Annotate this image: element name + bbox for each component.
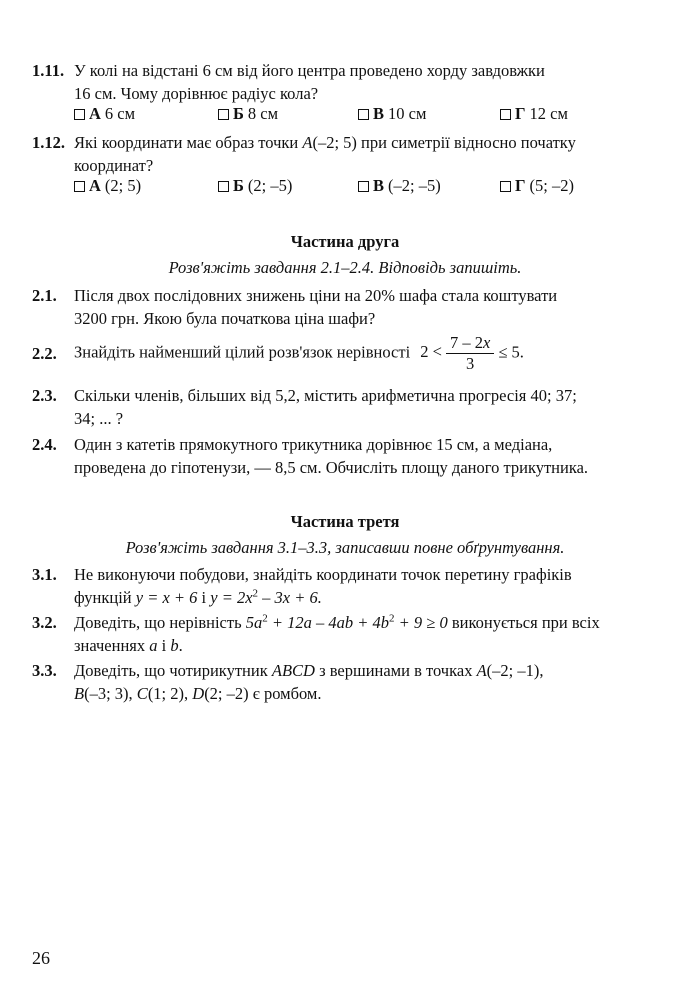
problem-number: 3.1. xyxy=(32,565,57,584)
problem-number: 3.2. xyxy=(32,613,57,632)
section-heading-part-2: Частина друга xyxy=(290,232,400,251)
numerator-text: 7 – 2 xyxy=(449,333,483,352)
problem-text-line: 3200 грн. Якою була початкова ціна шафи? xyxy=(74,309,376,328)
problem-text xyxy=(74,433,648,479)
answer-options-1-12 xyxy=(74,174,634,197)
coordinates: (–2; –1), xyxy=(486,661,544,680)
exponent: 2 xyxy=(389,612,395,625)
point-label: A xyxy=(302,133,313,152)
option-a[interactable] xyxy=(74,102,135,125)
option-label: В xyxy=(373,176,385,195)
option-label: Б xyxy=(233,104,244,123)
problem-text-line: 16 см. Чому дорівнює радіус кола? xyxy=(74,84,319,103)
fraction xyxy=(446,333,494,374)
problem-text-line: 34; ... ? xyxy=(74,409,124,428)
option-label: Б xyxy=(233,176,244,195)
text: Доведіть, що чотирикутник xyxy=(74,661,272,680)
text: функцій xyxy=(74,588,136,607)
text: Які координати має образ точки xyxy=(74,133,303,152)
problem-text-line: У колі на відстані 6 см від його центра проведено хорду завдовжки xyxy=(74,61,545,80)
text: і xyxy=(197,588,211,607)
problem-2-2 xyxy=(32,333,648,374)
option-b[interactable] xyxy=(218,102,278,125)
checkbox-icon[interactable] xyxy=(500,109,511,120)
problem-text xyxy=(74,59,648,105)
option-value: (2; –5) xyxy=(247,176,293,195)
page-number: 26 xyxy=(32,948,50,968)
checkbox-icon[interactable] xyxy=(218,109,229,120)
problem-text-line: Після двох послідовних знижень ціни на 20% шафа стала коштувати xyxy=(74,286,558,305)
section-heading-part-3: Частина третя xyxy=(290,512,400,531)
checkbox-icon[interactable] xyxy=(74,109,85,120)
text: є ромбом. xyxy=(248,684,322,703)
expression: 5a xyxy=(245,613,263,632)
problem-number: 2.3. xyxy=(32,386,57,405)
problem-text-line: Не виконуючи побудови, знайдіть координати точок перетину графіків xyxy=(74,565,572,584)
inequality-left: 2 < xyxy=(420,342,442,362)
problem-number: 1.11. xyxy=(32,61,65,80)
option-value: (2; 5) xyxy=(104,176,142,195)
option-value: 8 см xyxy=(247,104,279,123)
option-d[interactable] xyxy=(500,174,574,197)
option-label: В xyxy=(373,104,385,123)
problem-number: 2.1. xyxy=(32,286,57,305)
problem-3-3 xyxy=(32,659,648,705)
option-value: 12 см xyxy=(529,104,568,123)
problem-text xyxy=(74,284,648,330)
exponent: 2 xyxy=(262,612,268,625)
option-c[interactable] xyxy=(358,102,426,125)
point-label: A xyxy=(476,661,487,680)
expression: + 12a – 4ab + 4b xyxy=(267,613,390,632)
problem-number: 2.2. xyxy=(32,344,57,363)
problem-text-line xyxy=(74,586,648,609)
exponent: 2 xyxy=(252,587,259,600)
variable: a xyxy=(149,636,158,655)
text: Доведіть, що нерівність xyxy=(74,613,246,632)
coordinates: (1; 2), xyxy=(147,684,193,703)
text: Знайдіть найменший цілий розв'язок нерівності xyxy=(74,342,411,362)
inequality-right: ≤ 5. xyxy=(498,342,524,362)
point-label: D xyxy=(192,684,205,703)
fraction-denominator: 3 xyxy=(466,354,475,373)
problem-text xyxy=(74,659,648,705)
problem-text-line: Один з катетів прямокутного трикутника дорівнює 15 см, а медіана, xyxy=(74,435,553,454)
coordinates: (2; –2) xyxy=(204,684,249,703)
option-value: 10 см xyxy=(388,104,427,123)
option-a[interactable] xyxy=(74,174,141,197)
option-label: А xyxy=(89,104,101,123)
problem-2-3 xyxy=(32,384,648,430)
equation: – 3x + 6. xyxy=(258,588,322,607)
text: . xyxy=(178,636,183,655)
problem-number: 1.12. xyxy=(32,133,65,152)
answer-options-1-11 xyxy=(74,102,634,125)
problem-number: 3.3. xyxy=(32,661,57,680)
point-label: B xyxy=(74,684,85,703)
problem-1-12 xyxy=(32,131,648,177)
option-label: Г xyxy=(515,176,526,195)
option-c[interactable] xyxy=(358,174,441,197)
problem-2-1 xyxy=(32,284,648,330)
option-d[interactable] xyxy=(500,102,568,125)
problem-text-line: проведена до гіпотенузи, — 8,5 см. Обчисліть площу даного трикутника. xyxy=(74,458,589,477)
expression: + 9 ≥ 0 xyxy=(394,613,448,632)
checkbox-icon[interactable] xyxy=(218,181,229,192)
coordinates: (–3; 3), xyxy=(84,684,137,703)
equation: y = 2x xyxy=(210,588,253,607)
problem-text-line xyxy=(74,611,648,634)
problem-text-line xyxy=(74,634,648,657)
checkbox-icon[interactable] xyxy=(358,181,369,192)
problem-number: 2.4. xyxy=(32,435,57,454)
problem-text xyxy=(74,611,648,657)
fraction-numerator xyxy=(446,333,494,354)
problem-text-line xyxy=(74,659,648,682)
text: виконується при всіх xyxy=(447,613,600,632)
checkbox-icon[interactable] xyxy=(500,181,511,192)
text: (–2; 5) при симетрії відносно початку xyxy=(312,133,576,152)
option-label: А xyxy=(89,176,101,195)
problem-text xyxy=(74,563,648,609)
problem-text xyxy=(74,333,648,374)
point-label: C xyxy=(136,684,148,703)
problem-text-line xyxy=(74,682,648,705)
checkbox-icon[interactable] xyxy=(358,109,369,120)
problem-3-2 xyxy=(32,611,648,657)
problem-1-11 xyxy=(32,59,648,105)
checkbox-icon[interactable] xyxy=(74,181,85,192)
problem-text-line xyxy=(74,131,648,154)
option-value: (5; –2) xyxy=(529,176,574,195)
section-instruction-part-3: Розв'яжіть завдання 3.1–3.3, записавши повне обґрунтування. xyxy=(125,538,565,557)
problem-2-4 xyxy=(32,433,648,479)
option-b[interactable] xyxy=(218,174,292,197)
text: з вершинами в точках xyxy=(314,661,477,680)
option-value: 6 см xyxy=(104,104,136,123)
option-label: Г xyxy=(515,104,526,123)
section-instruction-part-2: Розв'яжіть завдання 2.1–2.4. Відповідь запишіть. xyxy=(168,258,522,277)
equation: y = x + 6 xyxy=(135,588,198,607)
quadrilateral-name: ABCD xyxy=(271,661,315,680)
problem-text xyxy=(74,384,648,430)
variable: x xyxy=(482,333,491,352)
problem-3-1 xyxy=(32,563,648,609)
option-value: (–2; –5) xyxy=(388,176,441,195)
variable: b xyxy=(170,636,179,655)
text: і xyxy=(157,636,171,655)
problem-text-line: координат? xyxy=(74,156,154,175)
problem-text-line: Скільки членів, більших від 5,2, містить арифметична прогресія 40; 37; xyxy=(74,386,577,405)
problem-text xyxy=(74,131,648,177)
text: значеннях xyxy=(74,636,150,655)
